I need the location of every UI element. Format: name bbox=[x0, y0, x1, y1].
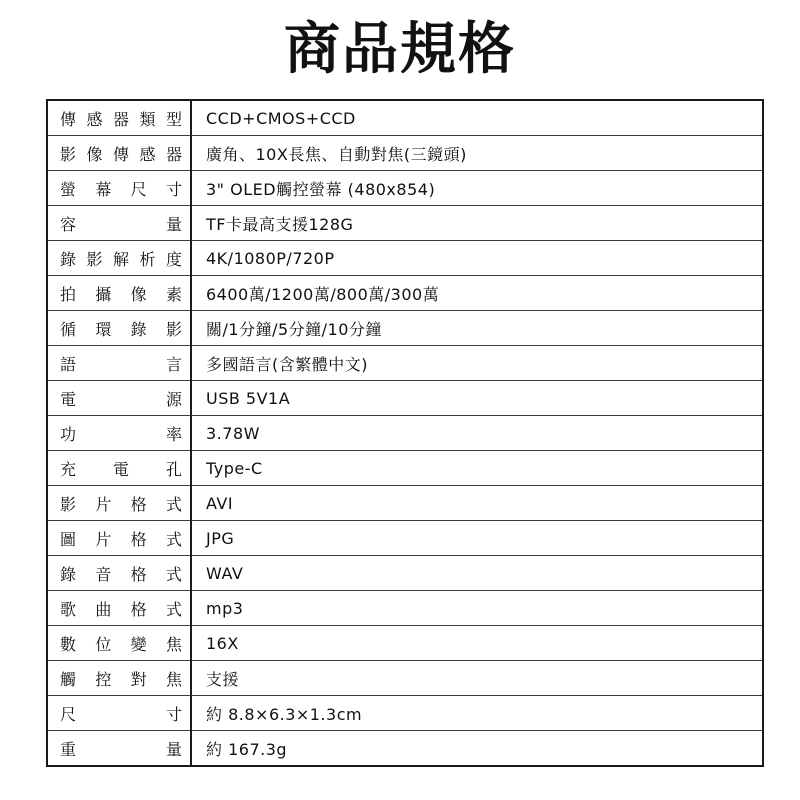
spec-value: 6400萬/1200萬/800萬/300萬 bbox=[191, 276, 763, 311]
spec-table-body bbox=[47, 100, 763, 766]
spec-value: 3" OLED觸控螢幕 (480x854) bbox=[191, 171, 763, 206]
spec-label-cell bbox=[47, 346, 191, 381]
spec-label-cell bbox=[47, 521, 191, 556]
spec-value: 關/1分鐘/5分鐘/10分鐘 bbox=[191, 311, 763, 346]
spec-row bbox=[47, 381, 763, 416]
spec-label: 影 片 格 式 bbox=[60, 494, 182, 514]
spec-label: 尺 寸 bbox=[60, 704, 182, 724]
spec-label-cell bbox=[47, 311, 191, 346]
spec-label-cell bbox=[47, 136, 191, 171]
spec-row bbox=[47, 696, 763, 731]
spec-value: 廣角、10X長焦、自動對焦(三鏡頭) bbox=[191, 136, 763, 171]
spec-label: 圖 片 格 式 bbox=[60, 529, 182, 549]
spec-label: 觸 控 對 焦 bbox=[60, 669, 182, 689]
spec-value: USB 5V1A bbox=[191, 381, 763, 416]
spec-label-cell bbox=[47, 451, 191, 486]
spec-value: 支援 bbox=[191, 661, 763, 696]
spec-value: 約 8.8×6.3×1.3cm bbox=[191, 696, 763, 731]
spec-label-cell bbox=[47, 381, 191, 416]
page-title: 商品規格 bbox=[284, 17, 516, 82]
spec-label: 充 電 孔 bbox=[60, 459, 182, 479]
spec-row bbox=[47, 241, 763, 276]
spec-row bbox=[47, 311, 763, 346]
spec-label-cell bbox=[47, 626, 191, 661]
spec-value: AVI bbox=[191, 486, 763, 521]
spec-label-cell bbox=[47, 171, 191, 206]
spec-row bbox=[47, 521, 763, 556]
spec-value: 16X bbox=[191, 626, 763, 661]
spec-value: CCD+CMOS+CCD bbox=[191, 100, 763, 136]
spec-label: 循 環 錄 影 bbox=[60, 319, 182, 339]
spec-label: 語 言 bbox=[60, 354, 182, 374]
spec-label: 拍 攝 像 素 bbox=[60, 284, 182, 304]
spec-row bbox=[47, 346, 763, 381]
spec-row bbox=[47, 486, 763, 521]
spec-label-cell bbox=[47, 241, 191, 276]
spec-label-cell bbox=[47, 556, 191, 591]
spec-row bbox=[47, 731, 763, 767]
spec-row bbox=[47, 171, 763, 206]
spec-label-cell bbox=[47, 276, 191, 311]
spec-label: 傳 感 器 類 型 bbox=[60, 109, 182, 129]
spec-label-cell bbox=[47, 416, 191, 451]
spec-label-cell bbox=[47, 731, 191, 767]
spec-value: 4K/1080P/720P bbox=[191, 241, 763, 276]
spec-row bbox=[47, 276, 763, 311]
spec-label: 歌 曲 格 式 bbox=[60, 599, 182, 619]
spec-label: 功 率 bbox=[60, 424, 182, 444]
spec-row bbox=[47, 416, 763, 451]
spec-label: 錄 音 格 式 bbox=[60, 564, 182, 584]
spec-row bbox=[47, 626, 763, 661]
spec-label: 重 量 bbox=[60, 739, 182, 759]
spec-row bbox=[47, 206, 763, 241]
spec-label-cell bbox=[47, 100, 191, 136]
spec-row bbox=[47, 136, 763, 171]
spec-value: JPG bbox=[191, 521, 763, 556]
spec-label: 數 位 變 焦 bbox=[60, 634, 182, 654]
spec-label-cell bbox=[47, 661, 191, 696]
spec-label-cell bbox=[47, 696, 191, 731]
spec-value: 3.78W bbox=[191, 416, 763, 451]
spec-value: WAV bbox=[191, 556, 763, 591]
spec-row bbox=[47, 100, 763, 136]
spec-table bbox=[46, 99, 764, 767]
spec-value: TF卡最高支援128G bbox=[191, 206, 763, 241]
spec-value: 約 167.3g bbox=[191, 731, 763, 767]
spec-value: Type-C bbox=[191, 451, 763, 486]
spec-row bbox=[47, 451, 763, 486]
spec-label-cell bbox=[47, 206, 191, 241]
spec-value: 多國語言(含繁體中文) bbox=[191, 346, 763, 381]
spec-value: mp3 bbox=[191, 591, 763, 626]
spec-label: 容 量 bbox=[60, 214, 182, 234]
spec-label-cell bbox=[47, 486, 191, 521]
spec-row bbox=[47, 661, 763, 696]
spec-label-cell bbox=[47, 591, 191, 626]
spec-label: 螢 幕 尺 寸 bbox=[60, 179, 182, 199]
spec-row bbox=[47, 556, 763, 591]
spec-row bbox=[47, 591, 763, 626]
spec-label: 錄 影 解 析 度 bbox=[60, 249, 182, 269]
spec-label: 影 像 傳 感 器 bbox=[60, 144, 182, 164]
spec-label: 電 源 bbox=[60, 389, 182, 409]
